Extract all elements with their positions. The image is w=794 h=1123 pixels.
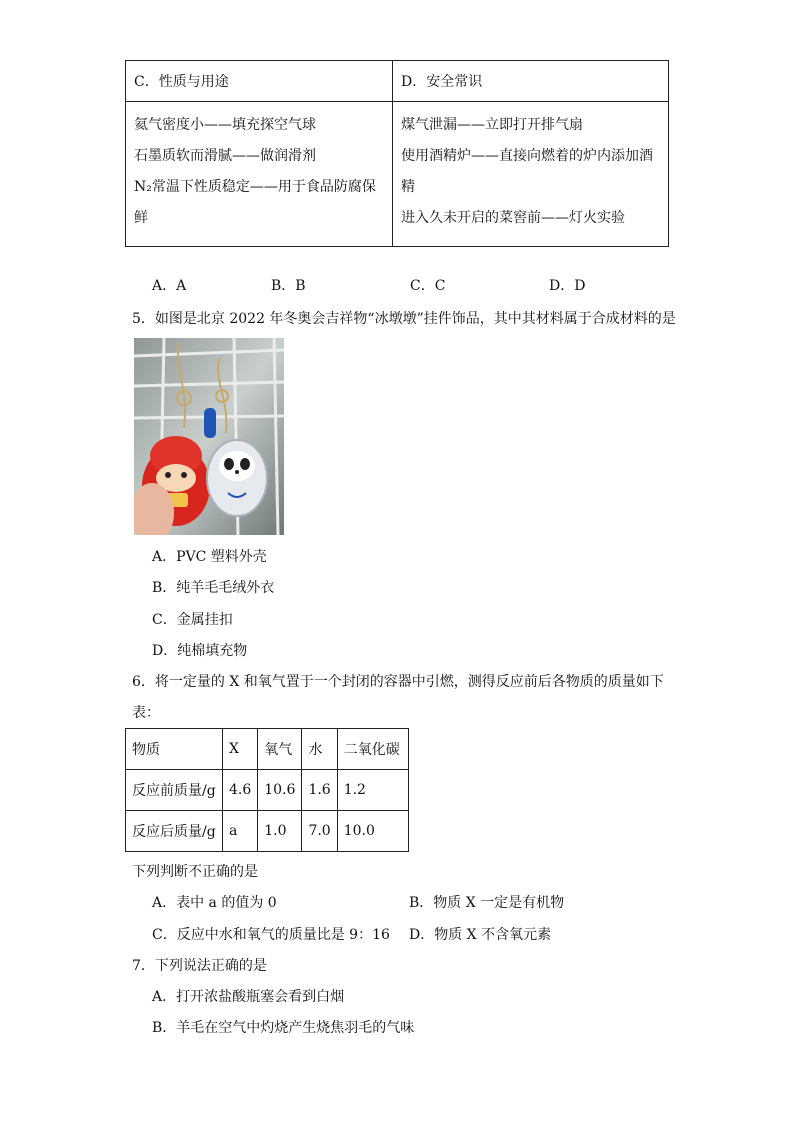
mass-header-oxygen: 氧气 [258, 729, 302, 770]
mass-before-x: 4.6 [223, 770, 258, 811]
mass-before-water: 1.6 [302, 770, 337, 811]
mass-after-x: a [223, 811, 258, 852]
mass-header-x: X [223, 729, 258, 770]
d-item-1: 煤气泄漏——立即打开排气扇 [401, 117, 583, 133]
comparison-table [125, 60, 669, 247]
mass-before-oxygen: 10.6 [258, 770, 302, 811]
q6-option-a: A．表中 a 的值为 0 [152, 895, 277, 911]
header-d: D．安全常识 [393, 61, 669, 102]
header-c: C．性质与用途 [126, 61, 393, 102]
mass-row-after-label: 反应后质量/g [126, 811, 223, 852]
mass-header-co2: 二氧化碳 [337, 729, 408, 770]
c-item-1: 氦气密度小——填充探空气球 [134, 117, 316, 133]
q5-option-b: B．纯羊毛毛绒外衣 [152, 580, 275, 596]
q4-option-c: C．C [410, 278, 446, 294]
q6-option-b: B．物质 X 一定是有机物 [409, 895, 565, 911]
mass-after-co2: 10.0 [337, 811, 408, 852]
q4-option-a: A．A [152, 278, 187, 294]
d-item-3: 进入久未开启的菜窖前——灯火实验 [401, 210, 625, 226]
q6-judge: 下列判断不正确的是 [132, 864, 258, 880]
mass-row-before-label: 反应前质量/g [126, 770, 223, 811]
d-item-2: 使用酒精炉——直接向燃着的炉内添加酒精 [401, 148, 653, 195]
q5-option-a: A．PVC 塑料外壳 [152, 549, 267, 565]
cell-d [393, 102, 669, 247]
q5-stem: 5．如图是北京 2022 年冬奥会吉祥物“冰墩墩”挂件饰品，其中其材料属于合成材料的是 [132, 311, 676, 327]
q6-stem-line2: 表： [132, 705, 160, 721]
q6-option-c: C．反应中水和氧气的质量比是 9：16 [152, 927, 390, 943]
mass-header-substance: 物质 [126, 729, 223, 770]
c-item-3: N₂常温下性质稳定——用于食品防腐保鲜 [134, 179, 376, 226]
q4-option-d: D．D [549, 278, 586, 294]
q5-option-c: C．金属挂扣 [152, 612, 233, 628]
mass-after-water: 7.0 [302, 811, 337, 852]
q5-option-d: D．纯棉填充物 [152, 643, 248, 659]
mass-after-oxygen: 1.0 [258, 811, 302, 852]
cell-c [126, 102, 393, 247]
q7-stem: 7．下列说法正确的是 [132, 958, 267, 974]
q6-option-d: D．物质 X 不含氧元素 [409, 927, 552, 943]
q6-stem-line1: 6．将一定量的 X 和氧气置于一个封闭的容器中引燃，测得反应前后各物质的质量如下 [132, 674, 664, 690]
q7-option-b: B．羊毛在空气中灼烧产生烧焦羽毛的气味 [152, 1020, 415, 1036]
mass-before-co2: 1.2 [337, 770, 408, 811]
q4-option-b: B．B [271, 278, 306, 294]
mascot-keychain-photo [134, 338, 284, 535]
mass-table [125, 728, 409, 852]
q7-option-a: A．打开浓盐酸瓶塞会看到白烟 [152, 989, 345, 1005]
mass-header-water: 水 [302, 729, 337, 770]
c-item-2: 石墨质软而滑腻——做润滑剂 [134, 148, 316, 164]
